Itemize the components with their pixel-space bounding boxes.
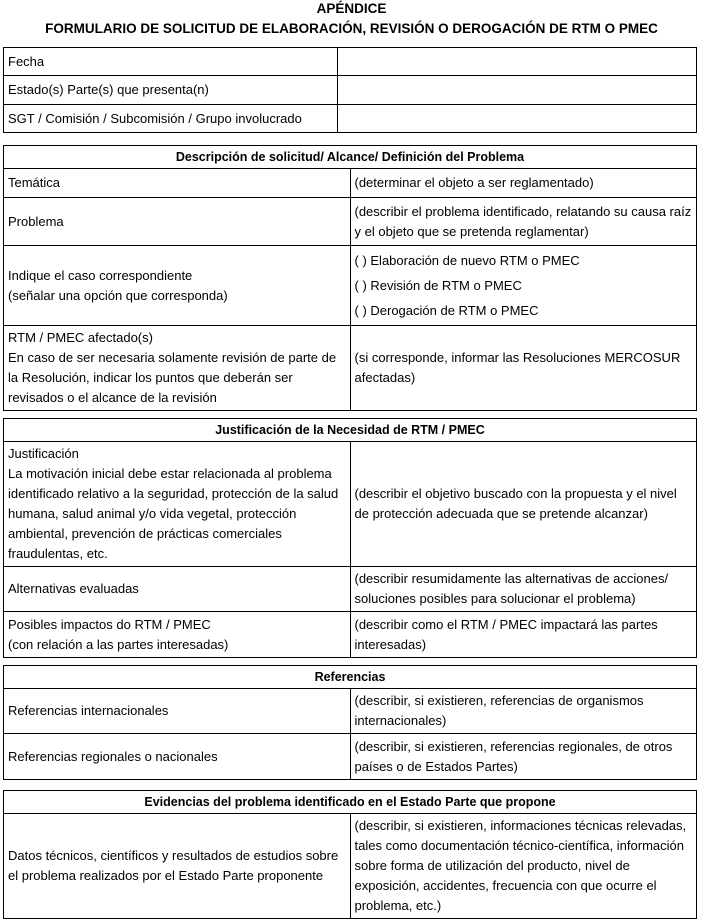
- datos-label: Datos técnicos, científicos y resultados de estudios sobre el problema realizados por el Estado Parte proponente: [4, 814, 351, 919]
- references-table: [3, 665, 697, 780]
- date-label: Fecha: [4, 48, 338, 76]
- form-title: FORMULARIO DE SOLICITUD DE ELABORACIÓN, REVISIÓN O DEROGACIÓN DE RTM O PMEC: [45, 21, 658, 36]
- impactos-label-line-2: (con relación a las partes interesadas): [8, 636, 229, 652]
- description-section-title: Descripción de solicitud/ Alcance/ Definición del Problema: [4, 146, 697, 169]
- caso-label-line-2: (señalar una opción que corresponda): [8, 287, 228, 303]
- ref-regionales-label: Referencias regionales o nacionales: [4, 734, 351, 780]
- evidence-table: [3, 790, 697, 919]
- ref-internacionales-row: [4, 689, 697, 734]
- ref-internacionales-field[interactable]: (describir, si existieren, referencias de organismos internacionales): [350, 689, 697, 734]
- caso-options: [350, 246, 697, 326]
- caso-row: [4, 246, 697, 326]
- group-field[interactable]: [338, 105, 697, 133]
- states-field[interactable]: [338, 76, 697, 105]
- justificacion-label: [4, 442, 351, 567]
- ref-regionales-field[interactable]: (describir, si existieren, referencias regionales, de otros países o de Estados Partes): [350, 734, 697, 780]
- states-label: Estado(s) Parte(s) que presenta(n): [4, 76, 338, 105]
- afectado-label-line-1: RTM / PMEC afectado(s): [8, 330, 153, 345]
- justification-header-row: [4, 419, 697, 442]
- date-field[interactable]: [338, 48, 697, 76]
- impactos-label-line-1: Posibles impactos do RTM / PMEC: [8, 616, 211, 632]
- afectado-field[interactable]: (si corresponde, informar las Resoluciones MERCOSUR afectadas): [350, 326, 697, 411]
- date-row: [4, 48, 697, 76]
- ref-internacionales-label: Referencias internacionales: [4, 689, 351, 734]
- problema-field[interactable]: (describir el problema identificado, relatando su causa raíz y el objeto que se pretenda reglamentar): [350, 198, 697, 246]
- ref-regionales-row: [4, 734, 697, 780]
- alternativas-field[interactable]: (describir resumidamente las alternativas de acciones/ soluciones posibles para solucionar el problema): [350, 567, 697, 612]
- justification-section-title: Justificación de la Necesidad de RTM / PMEC: [4, 419, 697, 442]
- group-row: [4, 105, 697, 133]
- impactos-field[interactable]: (describir como el RTM / PMEC impactará las partes interesadas): [350, 612, 697, 658]
- impactos-label: [4, 612, 351, 658]
- evidence-header-row: [4, 791, 697, 814]
- evidence-section-title: Evidencias del problema identificado en el Estado Parte que propone: [4, 791, 697, 814]
- tematica-label: Temática: [4, 169, 351, 198]
- justificacion-label-line-2: La motivación inicial debe estar relacionada al problema identificado relativo a la seguridad, protección de la salud humana, salud animal y/o vida vegetal, protección ambiental, prevención de prácticas comerciales fraudulentas, etc.: [8, 466, 339, 561]
- afectado-label: [4, 326, 351, 411]
- general-info-table: [3, 47, 697, 133]
- impactos-row: [4, 612, 697, 658]
- justificacion-field[interactable]: (describir el objetivo buscado con la propuesta y el nivel de protección adecuada que se pretende alcanzar): [350, 442, 697, 567]
- option-derogacion[interactable]: ( ) Derogación de RTM o PMEC: [354, 303, 539, 318]
- problema-label: Problema: [4, 198, 351, 246]
- tematica-field[interactable]: (determinar el objeto a ser reglamentado): [350, 169, 697, 198]
- alternativas-row: [4, 567, 697, 612]
- justification-table: [3, 418, 697, 658]
- description-header-row: [4, 146, 697, 169]
- alternativas-label: Alternativas evaluadas: [4, 567, 351, 612]
- references-section-title: Referencias: [4, 666, 697, 689]
- datos-field[interactable]: (describir, si existieren, informaciones técnicas relevadas, tales como documentación técnico-científica, información sobre forma de utilización del producto, nivel de exposición, accidentes, frecuencia con que ocurre el problema, etc.): [350, 814, 697, 919]
- afectado-row: [4, 326, 697, 411]
- appendix-title: APÉNDICE: [316, 1, 387, 16]
- justificacion-row: [4, 442, 697, 567]
- datos-row: [4, 814, 697, 919]
- states-row: [4, 76, 697, 105]
- justificacion-label-line-1: Justificación: [8, 446, 79, 461]
- group-label: SGT / Comisión / Subcomisión / Grupo involucrado: [4, 105, 338, 133]
- caso-label-line-1: Indique el caso correspondiente: [8, 267, 193, 283]
- tematica-row: [4, 169, 697, 198]
- option-elaboracion[interactable]: ( ) Elaboración de nuevo RTM o PMEC: [354, 253, 580, 268]
- references-header-row: [4, 666, 697, 689]
- description-table: [3, 145, 697, 411]
- afectado-label-line-2: En caso de ser necesaria solamente revisión de parte de la Resolución, indicar los puntos que deberán ser revisados o el alcance de la revisión: [8, 350, 337, 405]
- problema-row: [4, 198, 697, 246]
- caso-label: [4, 246, 351, 326]
- option-revision[interactable]: ( ) Revisión de RTM o PMEC: [354, 278, 522, 293]
